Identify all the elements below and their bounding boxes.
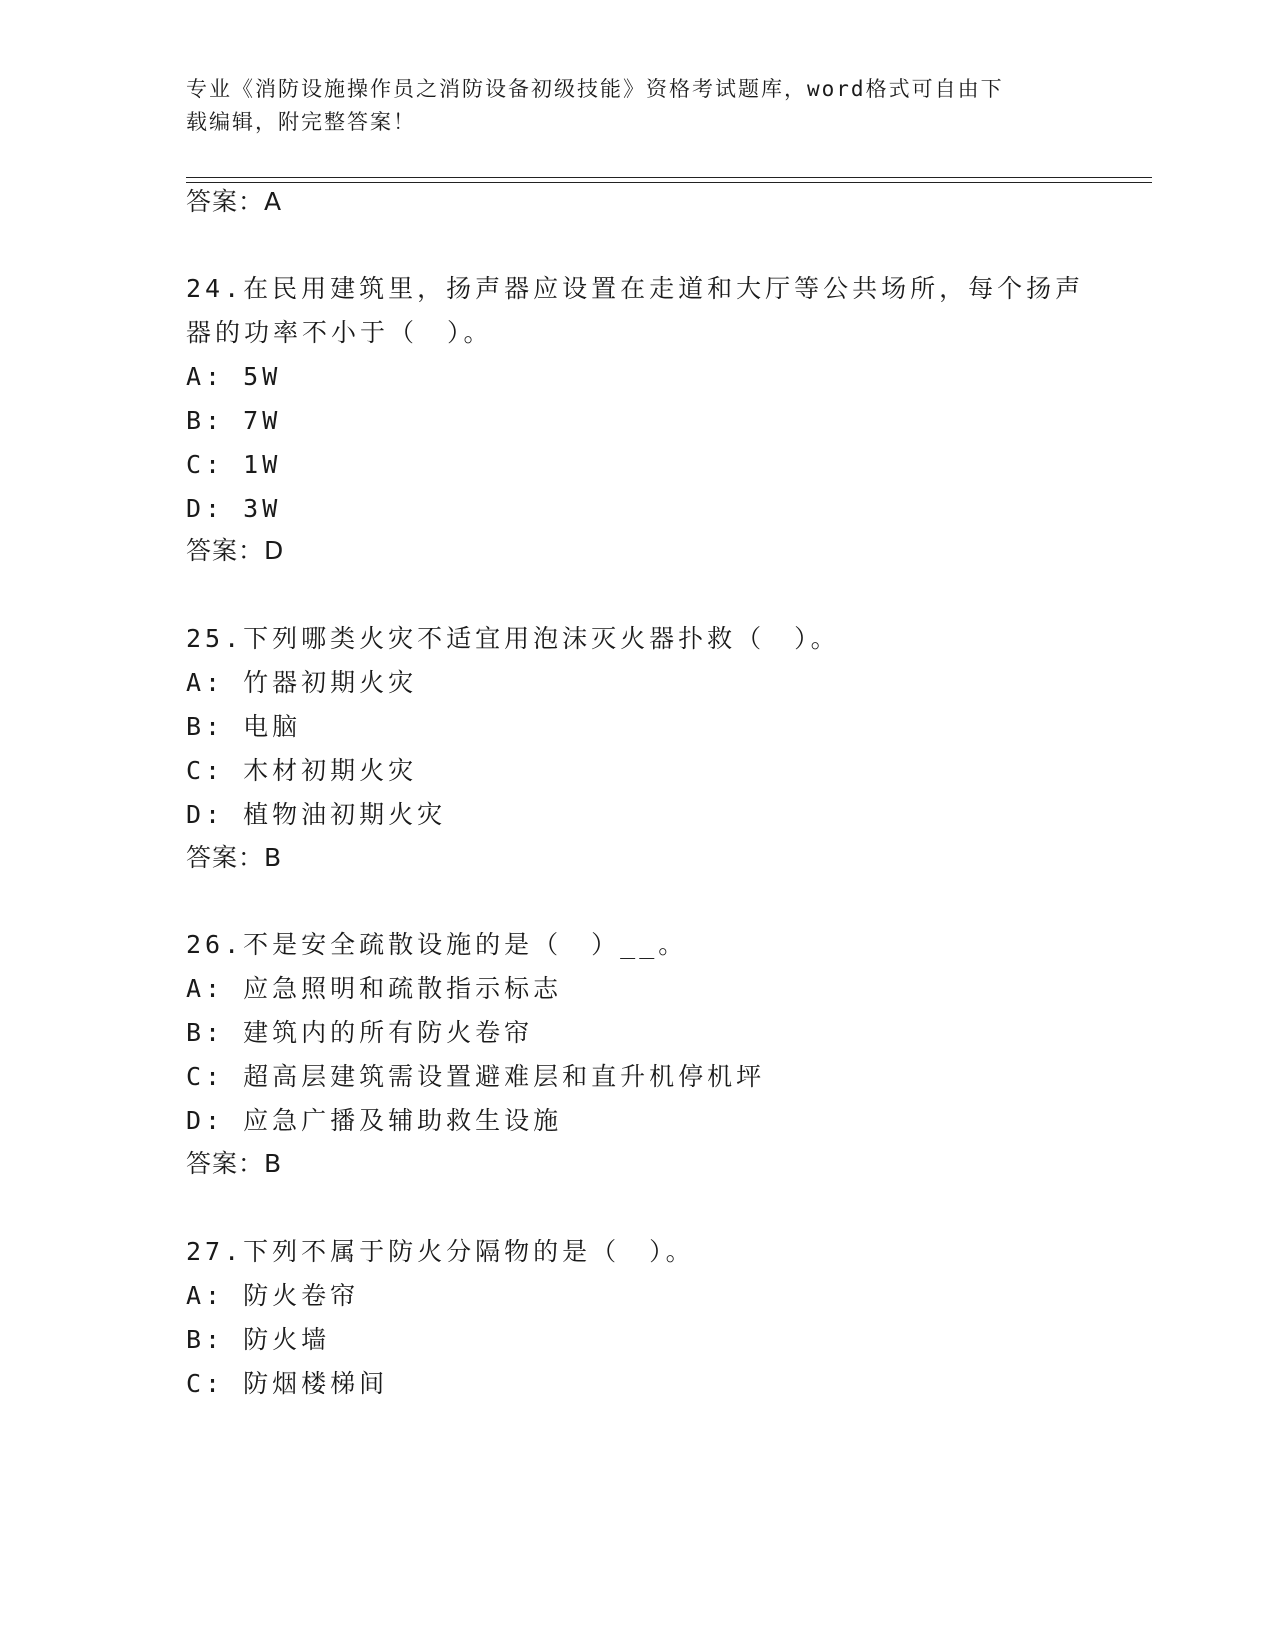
header-line-1: 专业《消防设施操作员之消防设备初级技能》资格考试题库，word格式可自由下	[186, 77, 1004, 101]
question-26-stem: 26.不是安全疏散设施的是（ ）__。	[186, 930, 688, 959]
question-25-option-d: D: 植物油初期火灾	[186, 800, 447, 829]
question-24-option-c: C: 1W	[186, 450, 282, 479]
question-24-answer: 答案：D	[186, 536, 285, 565]
header-divider-top	[186, 177, 1152, 178]
question-25-stem: 25.下列哪类火灾不适宜用泡沫灭火器扑救（ ）。	[186, 624, 840, 653]
question-27-stem: 27.下列不属于防火分隔物的是（ ）。	[186, 1237, 695, 1266]
document-header	[186, 73, 1066, 139]
question-25-option-a: A: 竹器初期火灾	[186, 668, 418, 697]
question-24-option-b: B: 7W	[186, 406, 282, 435]
question-25-answer: 答案：B	[186, 843, 283, 872]
question-26-option-a: A: 应急照明和疏散指示标志	[186, 974, 563, 1003]
header-divider-bottom	[186, 182, 1152, 183]
answer-prev: 答案：A	[186, 187, 283, 216]
question-27-option-a: A: 防火卷帘	[186, 1281, 360, 1310]
question-24-option-a: A: 5W	[186, 362, 282, 391]
question-25-option-c: C: 木材初期火灾	[186, 756, 418, 785]
question-26-option-b: B: 建筑内的所有防火卷帘	[186, 1018, 534, 1047]
question-26-option-c: C: 超高层建筑需设置避难层和直升机停机坪	[186, 1062, 766, 1091]
question-25-option-b: B: 电脑	[186, 712, 302, 741]
question-27-option-c: C: 防烟楼梯间	[186, 1369, 389, 1398]
header-line-2: 载编辑，附完整答案！	[186, 110, 416, 134]
question-24-stem-line-2: 器的功率不小于（ ）。	[186, 318, 493, 347]
question-24-stem-line-1: 24.在民用建筑里，扬声器应设置在走道和大厅等公共场所，每个扬声	[186, 274, 1085, 303]
question-26-option-d: D: 应急广播及辅助救生设施	[186, 1106, 563, 1135]
question-27-option-b: B: 防火墙	[186, 1325, 331, 1354]
question-26-answer: 答案：B	[186, 1149, 283, 1178]
question-24-option-d: D: 3W	[186, 494, 282, 523]
